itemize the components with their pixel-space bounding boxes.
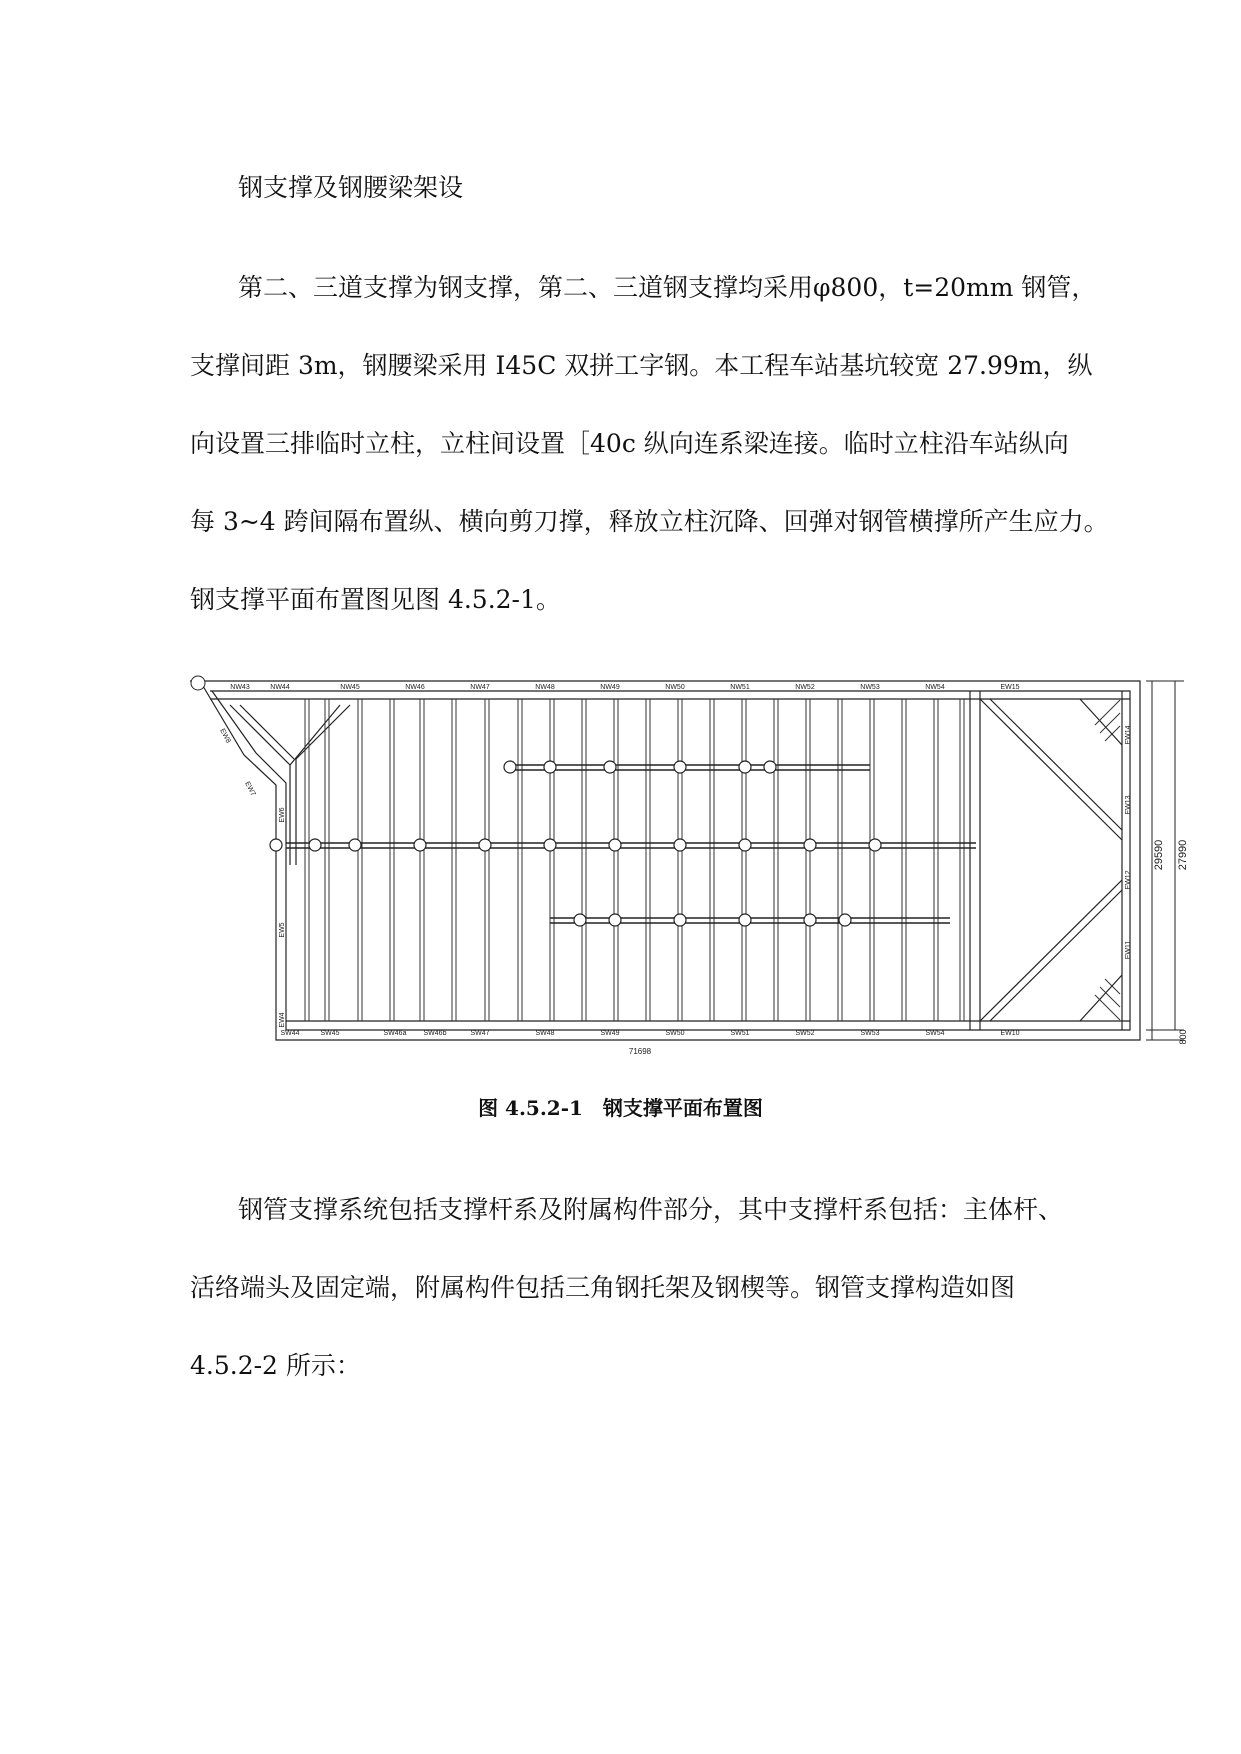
east-label: EW14: [1125, 725, 1132, 745]
diag-label-1: EW8: [218, 727, 232, 745]
south-label: SW52: [795, 1030, 815, 1037]
temporary-column: [869, 839, 881, 851]
west-label: EW4: [279, 1012, 286, 1028]
steel-support-plan-figure: [190, 665, 1190, 1055]
south-label: SW45: [320, 1030, 340, 1037]
south-label: SW44: [280, 1030, 300, 1037]
paragraph-1-line-5: 钢支撑平面布置图见图 4.5.2-1。: [190, 585, 561, 614]
dimension-inner: 29590: [1153, 839, 1165, 871]
temporary-column: [544, 839, 556, 851]
paragraph-1-line-1: 第二、三道支撑为钢支撑，第二、三道钢支撑均采用φ800，t=20mm 钢管，: [238, 273, 1097, 302]
dimension-length: 71698: [628, 1047, 652, 1055]
south-label: SW49: [600, 1030, 620, 1037]
temporary-column: [674, 761, 686, 773]
diag-label-2: EW7: [243, 780, 257, 798]
temporary-column: [574, 914, 586, 926]
east-label: EW12: [1125, 870, 1132, 890]
south-label: EW10: [1000, 1030, 1020, 1037]
east-waler-labels: [1125, 725, 1132, 959]
south-label: SW51: [730, 1030, 750, 1037]
north-label: EW15: [1000, 684, 1020, 691]
north-label: NW46: [405, 684, 425, 691]
north-label: NW54: [925, 684, 945, 691]
temporary-column: [764, 761, 776, 773]
south-label: SW50: [665, 1030, 685, 1037]
north-label: NW52: [795, 684, 815, 691]
west-label: EW6: [279, 807, 286, 823]
north-label: NW44: [270, 684, 290, 691]
temporary-column: [804, 839, 816, 851]
temporary-column: [739, 839, 751, 851]
temporary-column: [414, 839, 426, 851]
north-waler-labels: [230, 684, 1019, 691]
north-label: NW43: [230, 684, 250, 691]
temporary-column: [674, 914, 686, 926]
south-label: SW47: [470, 1030, 490, 1037]
east-label: EW11: [1125, 940, 1132, 960]
north-label: NW53: [860, 684, 880, 691]
temporary-column: [739, 914, 751, 926]
temporary-column: [604, 761, 616, 773]
south-label: SW46a: [383, 1030, 407, 1037]
paragraph-1-line-2: 支撑间距 3m，钢腰梁采用 I45C 双拼工字钢。本工程车站基坑较宽 27.99m，纵: [190, 351, 1093, 380]
plan-outline: [190, 681, 1140, 1040]
south-label: SW48: [535, 1030, 555, 1037]
south-label: SW46b: [423, 1030, 447, 1037]
dimension-bottom: 800: [1178, 1029, 1188, 1045]
temporary-column: [309, 839, 321, 851]
temporary-column: [479, 839, 491, 851]
figure-caption: 图 4.5.2-1 钢支撑平面布置图: [478, 1096, 763, 1120]
north-label: NW45: [340, 684, 360, 691]
temporary-column: [609, 914, 621, 926]
north-label: NW48: [535, 684, 555, 691]
paragraph-1-line-4: 每 3~4 跨间隔布置纵、横向剪刀撑，释放立柱沉降、回弹对钢管横撑所产生应力。: [190, 507, 1109, 536]
temporary-column: [609, 839, 621, 851]
paragraph-1-line-3: 向设置三排临时立柱，立柱间设置［40c 纵向连系梁连接。临时立柱沿车站纵向: [190, 429, 1069, 458]
temporary-column: [839, 914, 851, 926]
temporary-column: [739, 761, 751, 773]
temporary-column: [270, 839, 282, 851]
north-label: NW50: [665, 684, 685, 691]
transverse-struts: [305, 699, 964, 1021]
paragraph-2-line-2: 活络端头及固定端，附属构件包括三角钢托架及钢楔等。钢管支撑构造如图: [190, 1273, 1016, 1302]
corner-circle-marker: [191, 676, 205, 690]
north-label: NW51: [730, 684, 750, 691]
east-label: EW13: [1125, 795, 1132, 815]
temporary-column: [504, 761, 516, 773]
temporary-column: [544, 761, 556, 773]
dimension-outer: 27990: [1177, 839, 1189, 871]
north-label: NW47: [470, 684, 490, 691]
paragraph-2-line-1: 钢管支撑系统包括支撑杆系及附属构件部分，其中支撑杆系包括：主体杆、: [238, 1195, 1064, 1224]
south-waler-labels: [280, 1030, 1019, 1037]
temporary-column: [349, 839, 361, 851]
south-label: SW54: [925, 1030, 945, 1037]
corner-hatching: [1095, 700, 1120, 1020]
north-label: NW49: [600, 684, 620, 691]
temporary-column: [804, 914, 816, 926]
paragraph-2-line-3: 4.5.2-2 所示：: [190, 1351, 361, 1380]
west-label: EW5: [279, 922, 286, 938]
south-label: SW53: [860, 1030, 880, 1037]
section-heading: 钢支撑及钢腰梁架设: [238, 173, 464, 202]
temporary-column: [674, 839, 686, 851]
